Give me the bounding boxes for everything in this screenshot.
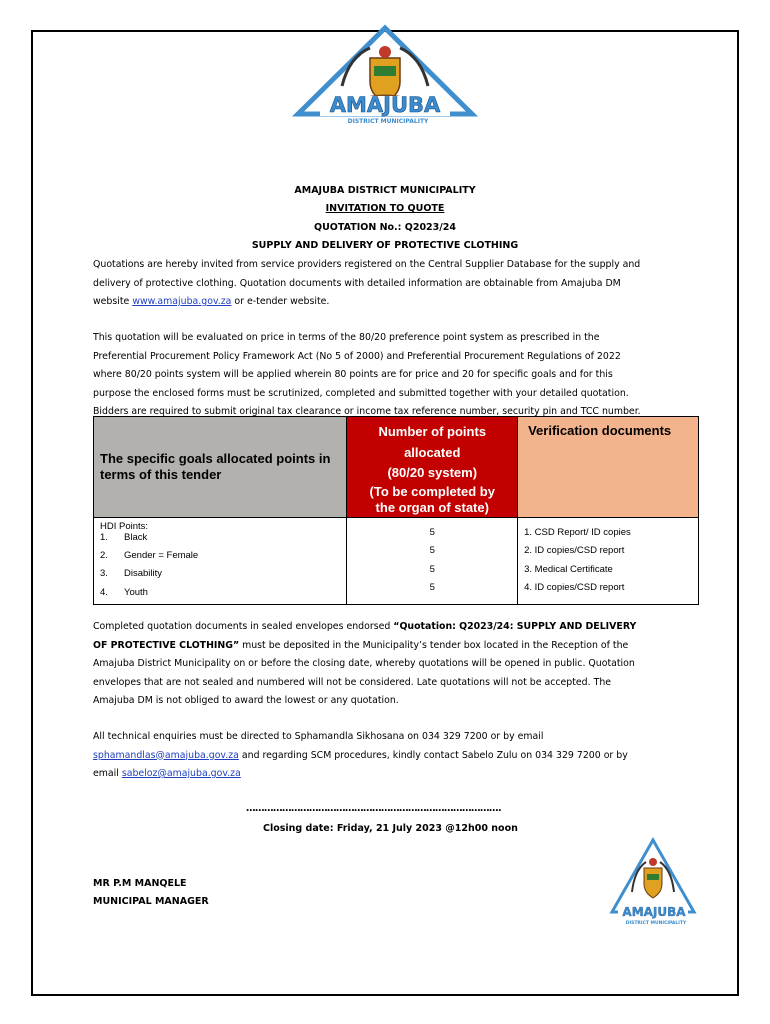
intro-line: website www.amajuba.gov.za or e-tender website. (93, 296, 330, 307)
header-points-line: allocated (404, 444, 461, 460)
submission-line: envelopes that are not sealed and numbered will not be considered. Late quotations will not be accepted. The (93, 676, 612, 688)
points-value: 5 (429, 582, 435, 594)
evaluation-line: This quotation will be evaluated on price in terms of the 80/20 preference point system as prescribed in the (93, 332, 600, 343)
amajuba-logo-small (608, 836, 698, 928)
enquiries-line: sphamandlas@amajuba.gov.za and regarding SCM procedures, kindly contact Sabelo Zulu on 034 329 7200 or by (93, 749, 628, 761)
verification-doc: 2. ID copies/CSD report (524, 545, 625, 557)
submission-line: Completed quotation documents in sealed envelopes endorsed “Quotation: Q2023/24: SUPPLY AND DELIVERY (93, 621, 637, 632)
quotation-number: QUOTATION No.: Q2023/24 (314, 222, 456, 233)
goals-cell (94, 518, 347, 605)
org-name: AMAJUBA DISTRICT MUNICIPALITY (294, 185, 476, 196)
signatory-name: MR P.M MANQELE (93, 878, 187, 889)
logo-small-subtitle: DISTRICT MUNICIPALITY (625, 921, 687, 926)
submission-paragraph (93, 618, 707, 711)
docs-cell (518, 518, 699, 605)
header-points-line: (80/20 system) (387, 465, 478, 480)
header-docs-cell (518, 417, 699, 518)
verification-doc: 3. Medical Certificate (524, 563, 613, 575)
table-header-row (94, 417, 699, 518)
header-docs-text: Verification documents (528, 423, 672, 438)
intro-line: Quotations are hereby invited from service providers registered on the Central Supplier Database for the supply and (93, 259, 641, 270)
closing-date: Closing date: Friday, 21 July 2023 @12h00 noon (263, 823, 518, 834)
intro-line: delivery of protective clothing. Quotation documents with detailed information are obtainable from Amajuba DM (93, 277, 621, 289)
evaluation-line: Preferential Procurement Policy Framework Act (No 5 of 2000) and Preferential Procurement Regulations of 2022 (93, 350, 621, 362)
header-points-cell (347, 417, 518, 518)
points-value: 5 (429, 527, 435, 538)
doc-type: INVITATION TO QUOTE (325, 203, 445, 214)
header-goals-cell (94, 417, 347, 518)
verification-doc: 1. CSD Report/ ID copies (524, 527, 631, 538)
website-link[interactable]: www.amajuba.gov.za (132, 296, 232, 307)
logo-small-name: AMAJUBA (622, 905, 686, 919)
logo-name: AMAJUBA (329, 93, 441, 117)
header-points-line: the organ of state) (375, 499, 489, 515)
enquiries-paragraph (93, 728, 707, 784)
table-body-row (94, 518, 699, 605)
points-value: 5 (429, 563, 435, 575)
header-points-line: Number of points (378, 424, 487, 439)
email-link-sabelo[interactable]: sabeloz@amajuba.gov.za (121, 768, 241, 779)
submission-line: OF PROTECTIVE CLOTHING” must be deposited in the Municipality’s tender box located in the Reception of the (93, 639, 629, 651)
header-goals-text: The specific goals allocated points in terms of this tender (100, 451, 331, 482)
hdi-points-label: HDI Points: (100, 521, 149, 532)
goal-item: 1. Black (100, 532, 148, 543)
points-value: 5 (429, 545, 435, 557)
submission-line: Amajuba District Municipality on or before the closing date, whereby quotations will be opened in public. Quotation (93, 658, 635, 669)
goal-item: 3. Disability (100, 568, 163, 580)
evaluation-line: Bidders are required to submit original tax clearance or income tax reference number, security pin and TCC number. (93, 406, 641, 417)
evaluation-paragraph (93, 329, 707, 422)
enquiries-line: email sabeloz@amajuba.gov.za (93, 768, 241, 779)
logo-subtitle: DISTRICT MUNICIPALITY (347, 118, 429, 125)
evaluation-line: purpose the enclosed forms must be scrutinized, completed and submitted together with your detailed quotation. (93, 387, 629, 399)
submission-line: Amajuba DM is not obliged to award the lowest or any quotation. (93, 695, 399, 706)
header-points-line: (To be completed by (369, 483, 495, 499)
subject-title: SUPPLY AND DELIVERY OF PROTECTIVE CLOTHING (251, 240, 519, 251)
evaluation-line: where 80/20 points system will be applied wherein 80 points are for price and 20 for specific goals and for this (93, 369, 613, 380)
closing-dots: …………………………………………………………………………. (246, 803, 502, 814)
enquiries-line: All technical enquiries must be directed to Sphamandla Sikhosana on 034 329 7200 or by email (93, 731, 544, 742)
intro-paragraph (93, 256, 707, 312)
goal-item: 4. Youth (100, 586, 148, 598)
points-cell (347, 518, 518, 605)
goal-item: 2. Gender = Female (100, 550, 199, 561)
specific-goals-table (93, 416, 699, 605)
email-link-sphamandla[interactable]: sphamandlas@amajuba.gov.za (93, 749, 239, 761)
signatory-title: MUNICIPAL MANAGER (93, 896, 209, 907)
verification-doc: 4. ID copies/CSD report (524, 582, 625, 594)
amajuba-logo (290, 22, 480, 132)
